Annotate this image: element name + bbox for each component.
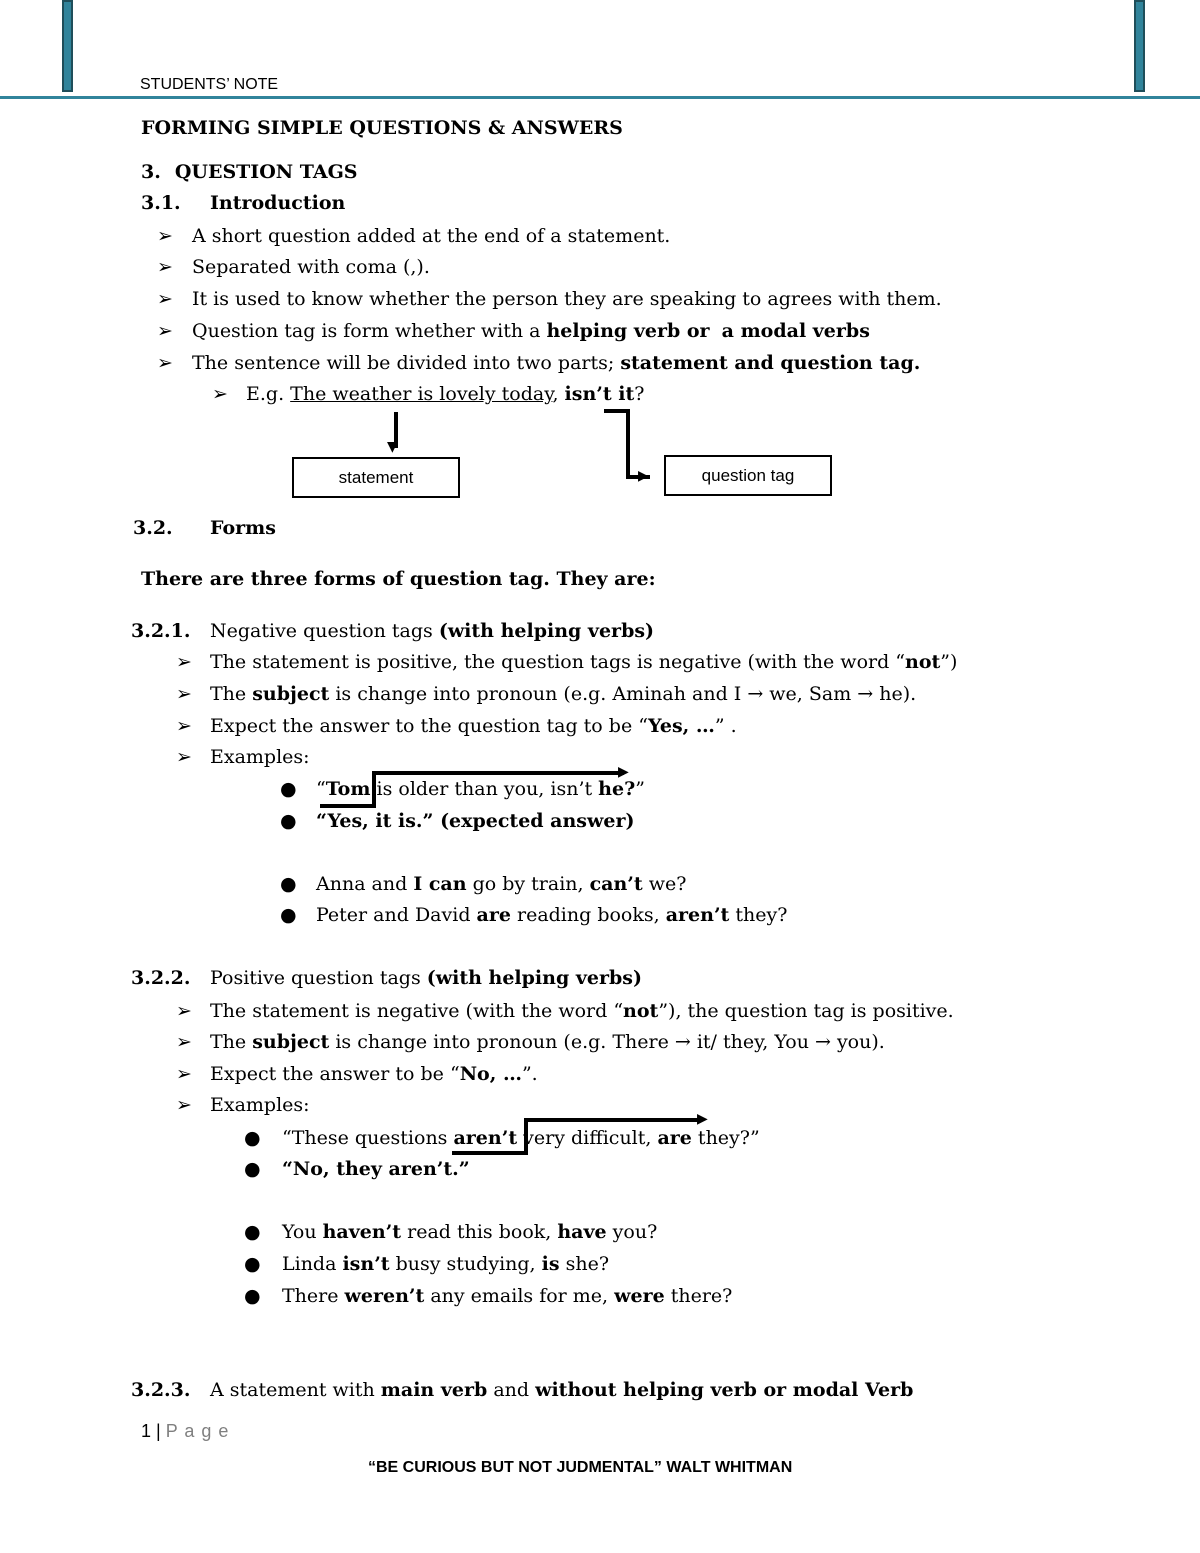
header-rule <box>0 96 1200 99</box>
neg-example-connector-h <box>372 771 624 775</box>
intro-bullet-1: A short question added at the end of a statement. <box>192 225 671 247</box>
positive-bullet-3: Expect the answer to be “No, …”. <box>210 1063 538 1085</box>
right-arrow-icon: ▶ <box>697 1111 708 1127</box>
header-bar-right <box>1134 0 1145 92</box>
intro-bullet-3: It is used to know whether the person they are speaking to agrees with them. <box>192 288 942 310</box>
section-3-2-3-number: 3.2.3. <box>131 1379 191 1401</box>
negative-bullet-3: Expect the answer to the question tag to be “Yes, …” . <box>210 715 737 737</box>
positive-example-1: “These questions aren’t very difficult, are they?” <box>282 1127 760 1149</box>
bullet-dot-icon: ● <box>244 1127 261 1149</box>
section-3-2-number: 3.2. <box>133 517 173 539</box>
bullet-dot-icon: ● <box>280 778 297 800</box>
statement-box: statement <box>292 457 460 498</box>
pos-example-connector-h <box>524 1118 702 1122</box>
intro-bullet-5: The sentence will be divided into two parts; statement and question tag. <box>192 352 921 374</box>
positive-example-1-answer: “No, they aren’t.” <box>282 1158 470 1180</box>
negative-example-2: Anna and I can go by train, can’t we? <box>316 873 687 895</box>
positive-bullet-2: The subject is change into pronoun (e.g. There → it/ they, You → you). <box>210 1031 885 1053</box>
question-tag-box: question tag <box>664 455 832 496</box>
section-3-2-title: Forms <box>210 517 276 539</box>
bullet-dot-icon: ● <box>244 1285 261 1307</box>
bullet-arrow-icon: ➢ <box>157 288 173 310</box>
example-sentence: E.g. The weather is lovely today, isn’t it? <box>246 383 645 405</box>
section-3-2-2-number: 3.2.2. <box>131 967 191 989</box>
right-arrow-icon: ▶ <box>618 764 629 780</box>
negative-example-1-answer: “Yes, it is.” (expected answer) <box>316 810 635 832</box>
bullet-dot-icon: ● <box>280 810 297 832</box>
section-3-2-2-title: Positive question tags (with helping verbs) <box>210 967 642 989</box>
bullet-dot-icon: ● <box>280 904 297 926</box>
tag-connector-v <box>626 409 630 479</box>
negative-bullet-4: Examples: <box>210 746 310 768</box>
intro-bullet-4: Question tag is form whether with a helping verb or a modal verbs <box>192 320 870 342</box>
bullet-dot-icon: ● <box>244 1221 261 1243</box>
bullet-arrow-icon: ➢ <box>176 1000 192 1022</box>
bullet-arrow-icon: ➢ <box>176 746 192 768</box>
intro-bullet-2: Separated with coma (,). <box>192 256 430 278</box>
pos-example-underline <box>452 1151 528 1155</box>
bullet-arrow-icon: ➢ <box>176 651 192 673</box>
bullet-arrow-icon: ➢ <box>157 320 173 342</box>
bullet-arrow-icon: ➢ <box>157 352 173 374</box>
bullet-arrow-icon: ➢ <box>176 1094 192 1116</box>
page-title: FORMING SIMPLE QUESTIONS & ANSWERS <box>141 117 623 139</box>
section-3-heading: 3. QUESTION TAGS <box>141 161 358 183</box>
bullet-arrow-icon: ➢ <box>176 715 192 737</box>
positive-example-2: You haven’t read this book, have you? <box>282 1221 658 1243</box>
negative-bullet-2: The subject is change into pronoun (e.g. Aminah and I → we, Sam → he). <box>210 683 917 705</box>
page-number: 1 | P a g e <box>141 1421 230 1441</box>
section-3-1-heading: 3.1. <box>141 192 181 214</box>
bullet-arrow-icon: ➢ <box>212 383 228 405</box>
right-arrow-icon: ▶ <box>638 468 649 484</box>
bullet-arrow-icon: ➢ <box>157 225 173 247</box>
positive-example-3: Linda isn’t busy studying, is she? <box>282 1253 610 1275</box>
bullet-arrow-icon: ➢ <box>176 683 192 705</box>
neg-example-underline <box>320 804 376 808</box>
bullet-arrow-icon: ➢ <box>176 1031 192 1053</box>
bullet-arrow-icon: ➢ <box>157 256 173 278</box>
forms-intro: There are three forms of question tag. They are: <box>141 568 656 590</box>
negative-bullet-1: The statement is positive, the question tags is negative (with the word “not”) <box>210 651 958 673</box>
positive-bullet-1: The statement is negative (with the word “not”), the question tag is positive. <box>210 1000 954 1022</box>
positive-example-4: There weren’t any emails for me, were there? <box>282 1285 733 1307</box>
section-3-2-1-number: 3.2.1. <box>131 620 191 642</box>
positive-bullet-4: Examples: <box>210 1094 310 1116</box>
section-3-1-title: Introduction <box>210 192 346 214</box>
negative-example-1: “Tom is older than you, isn’t he?” <box>316 778 645 800</box>
bullet-dot-icon: ● <box>280 873 297 895</box>
footer-quote: “BE CURIOUS BUT NOT JUDMENTAL” WALT WHITMAN <box>368 1459 793 1476</box>
header-bar-left <box>62 0 73 92</box>
down-arrow-icon: ▼ <box>387 439 398 455</box>
bullet-arrow-icon: ➢ <box>176 1063 192 1085</box>
section-3-2-3-title: A statement with main verb and without helping verb or modal Verb <box>210 1379 914 1401</box>
header-label: STUDENTS’ NOTE <box>140 76 279 93</box>
section-3-2-1-title: Negative question tags (with helping verbs) <box>210 620 655 642</box>
negative-example-3: Peter and David are reading books, aren’t they? <box>316 904 788 926</box>
bullet-dot-icon: ● <box>244 1158 261 1180</box>
bullet-dot-icon: ● <box>244 1253 261 1275</box>
